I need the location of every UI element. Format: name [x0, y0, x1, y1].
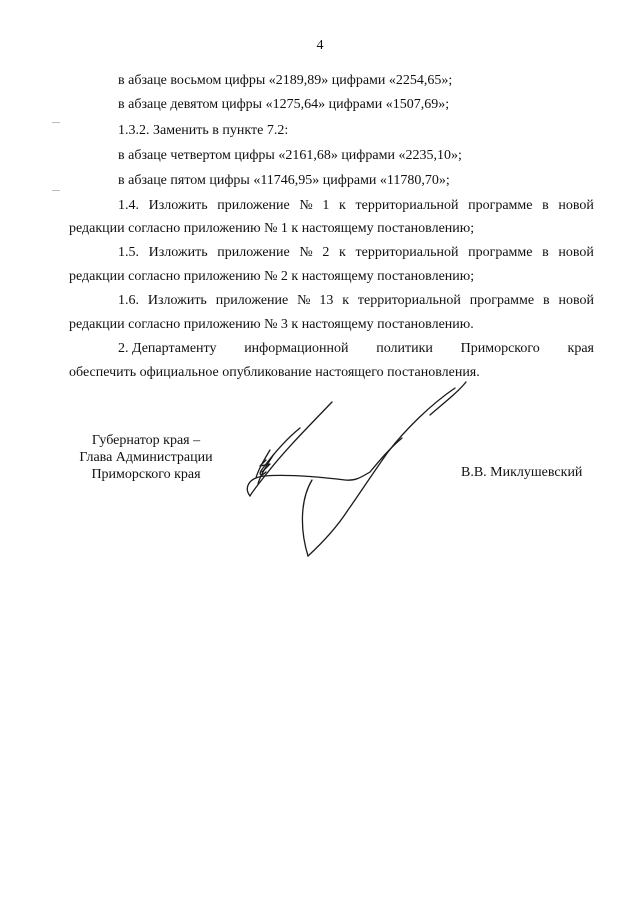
word: 13	[319, 293, 334, 308]
word: Приморского	[460, 341, 540, 356]
signatory-position	[66, 432, 226, 483]
word: в	[543, 293, 550, 308]
word: территориальной	[355, 245, 459, 260]
signatory-position-line: Губернатор края –	[91, 433, 201, 448]
signatory-position-line: Глава Администрации	[79, 450, 213, 465]
word: к	[339, 245, 346, 260]
word: новой	[558, 245, 594, 260]
word: 2	[322, 245, 330, 260]
word: Изложить	[147, 293, 207, 308]
item-first-line	[118, 292, 594, 309]
item-second-line: обеспечить официальное опубликование настоящего постановления.	[69, 365, 480, 380]
word: политики	[376, 341, 433, 356]
word: программе	[469, 293, 535, 308]
word: в	[542, 245, 549, 260]
word: программе	[468, 198, 533, 213]
word: приложение	[217, 245, 290, 260]
word: информационной	[244, 341, 349, 356]
signatory-position-line: Приморского края	[91, 467, 201, 482]
scan-margin-mark	[52, 122, 60, 123]
word: №	[299, 245, 313, 260]
word: новой	[558, 293, 594, 308]
item-second-line: редакции согласно приложению № 3 к настоящему постановлению.	[69, 317, 474, 332]
handwritten-signature	[230, 380, 500, 570]
paragraph-line: в абзаце четвертом цифры «2161,68» цифрами «2235,10»;	[118, 148, 462, 163]
word: Изложить	[148, 198, 208, 213]
paragraph-line: в абзаце пятом цифры «11746,95» цифрами «11780,70»;	[118, 173, 450, 188]
scan-margin-mark	[52, 190, 60, 191]
item-second-line: редакции согласно приложению № 1 к настоящему постановлению;	[69, 221, 475, 236]
paragraph-line: в абзаце восьмом цифры «2189,89» цифрами «2254,65»;	[118, 73, 453, 88]
item-first-line	[118, 244, 594, 261]
word: края	[567, 341, 594, 356]
word: территориальной	[357, 293, 461, 308]
word: Изложить	[148, 245, 208, 260]
word: новой	[558, 198, 594, 213]
word: №	[299, 198, 313, 213]
word: 1.6.	[118, 293, 139, 308]
word: программе	[468, 245, 533, 260]
word: приложение	[215, 293, 289, 308]
page-number: 4	[316, 38, 324, 53]
word: 2. Департаменту	[118, 341, 217, 356]
paragraph-line: 1.3.2. Заменить в пункте 7.2:	[118, 123, 289, 138]
item-second-line: редакции согласно приложению № 2 к настоящему постановлению;	[69, 269, 475, 284]
item-first-line	[118, 197, 594, 214]
signer-name: В.В. Миклушевский	[461, 465, 583, 480]
word: к	[342, 293, 350, 308]
item-first-line	[118, 340, 594, 357]
word: к	[339, 198, 346, 213]
word: №	[297, 293, 311, 308]
word: территориальной	[355, 198, 459, 213]
word: приложение	[217, 198, 290, 213]
word: в	[542, 198, 549, 213]
word: 1.5.	[118, 245, 139, 260]
word: 1	[322, 198, 330, 213]
word: 1.4.	[118, 198, 139, 213]
paragraph-line: в абзаце девятом цифры «1275,64» цифрами «1507,69»;	[118, 97, 450, 112]
